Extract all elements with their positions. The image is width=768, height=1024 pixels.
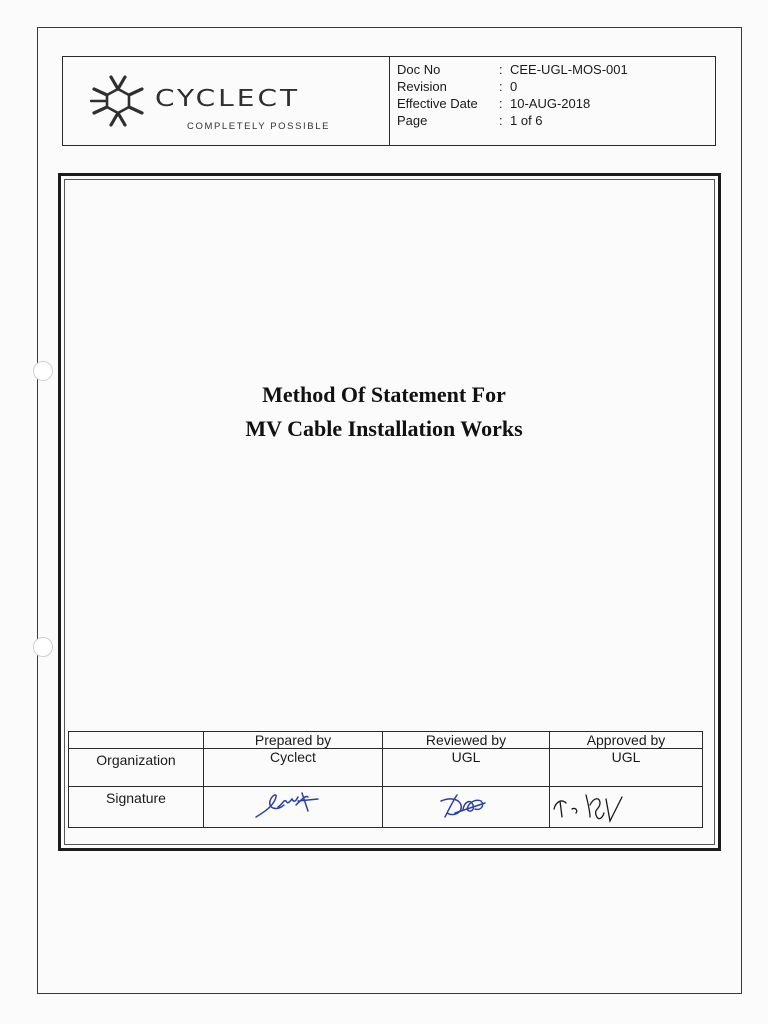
- company-tagline: COMPLETELY POSSIBLE: [187, 121, 331, 132]
- signature-image: [550, 787, 640, 823]
- table-header-cell: Reviewed by: [383, 732, 550, 749]
- organization-cell: UGL: [383, 749, 550, 787]
- document-header: [62, 56, 716, 146]
- organization-row: [69, 749, 703, 787]
- signature-image: [431, 787, 501, 823]
- doc-info-value: 1 of 6: [510, 113, 543, 128]
- punch-hole: [33, 361, 53, 381]
- table-header-cell: Approved by: [550, 732, 703, 749]
- doc-info-label: Page: [397, 113, 428, 128]
- doc-info-separator: :: [499, 79, 503, 94]
- table-header-cell: Prepared by: [204, 732, 383, 749]
- cyclect-logo-icon: [87, 71, 149, 131]
- document-title-line-1: Method Of Statement For: [262, 382, 506, 407]
- row-label: Signature: [69, 787, 204, 828]
- reviewed-by-signature: [383, 787, 550, 828]
- signature-row: [69, 787, 703, 828]
- organization-cell: UGL: [550, 749, 703, 787]
- table-header-cell: [69, 732, 204, 749]
- doc-info-label: Revision: [397, 79, 447, 94]
- company-name: CYCLECT: [155, 84, 301, 112]
- doc-info-value: 10-AUG-2018: [510, 96, 591, 111]
- prepared-by-signature: [204, 787, 383, 828]
- signature-image: [248, 787, 338, 823]
- punch-hole: [33, 637, 53, 657]
- approval-table: [68, 731, 703, 828]
- doc-info-separator: :: [499, 96, 503, 111]
- doc-info-label: Effective Date: [397, 96, 478, 111]
- logo-cell: [63, 57, 390, 145]
- doc-info-label: Doc No: [397, 62, 441, 77]
- approval-header-row: [69, 732, 703, 749]
- doc-info-value: 0: [510, 79, 518, 94]
- organization-cell: Cyclect: [204, 749, 383, 787]
- doc-info-value: CEE-UGL-MOS-001: [510, 62, 628, 77]
- approved-by-signature: [550, 787, 703, 828]
- row-label: Organization: [69, 749, 204, 787]
- doc-info-separator: :: [499, 113, 503, 128]
- doc-info-separator: :: [499, 62, 503, 77]
- document-title-line-2: MV Cable Installation Works: [245, 416, 523, 441]
